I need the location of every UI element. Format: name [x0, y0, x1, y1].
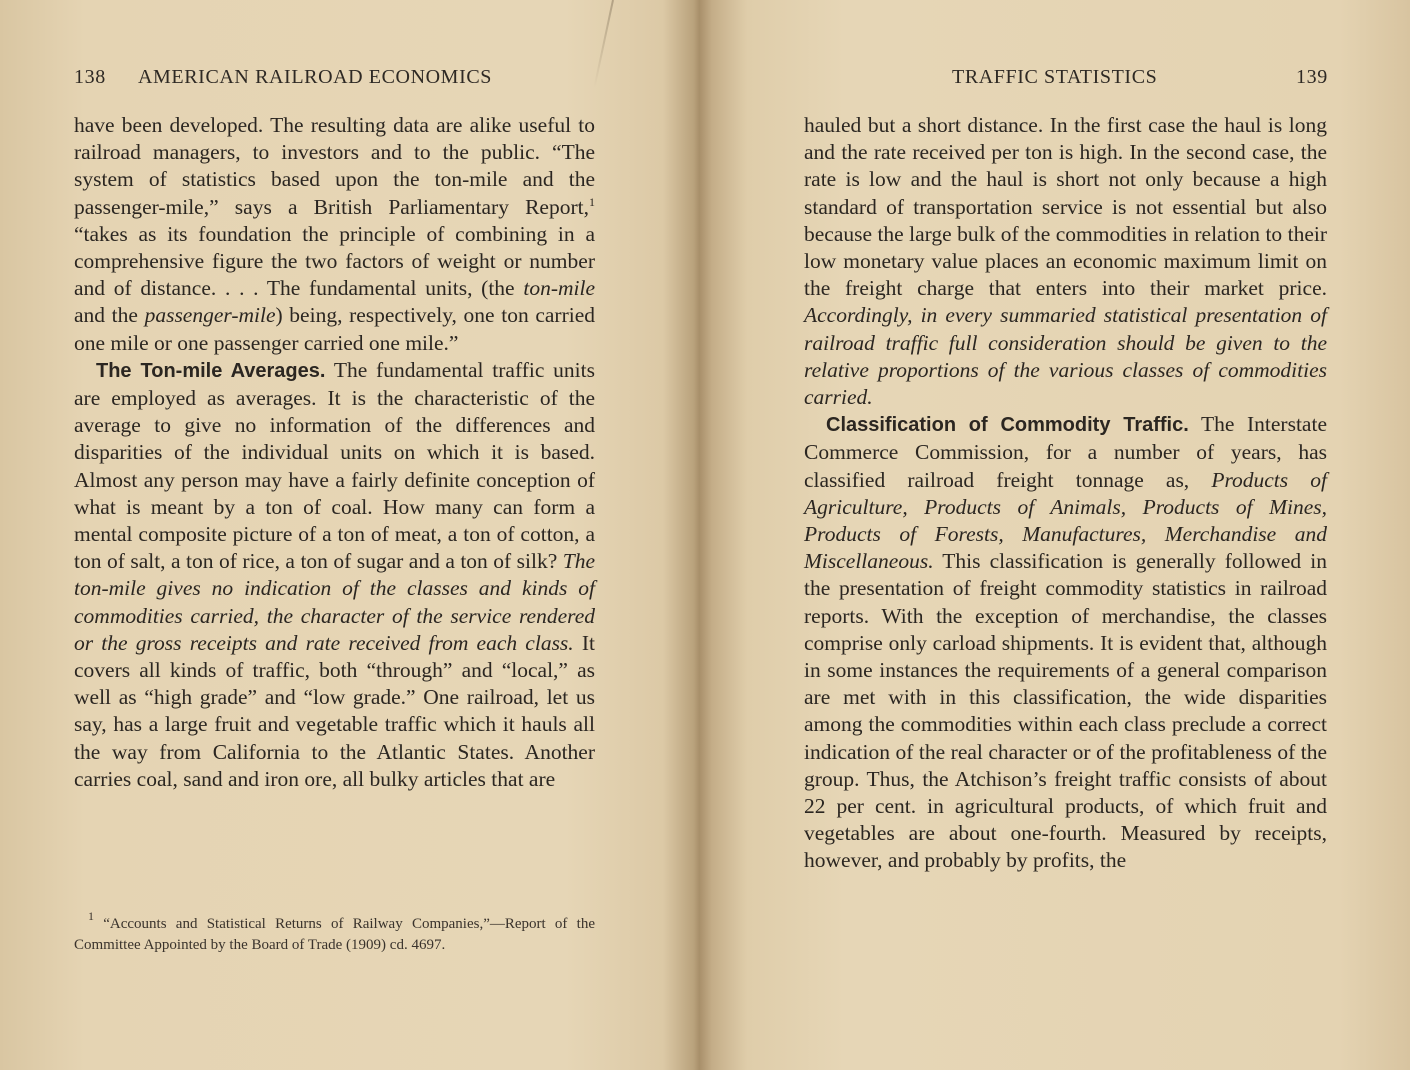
section-heading: The Ton-mile Averages. [96, 359, 326, 382]
footnote [74, 909, 595, 956]
paragraph [74, 357, 595, 793]
text-run: have been developed. The resulting data are alike useful to railroad managers, to investors and to the public. “The system of statistics based upon the ton-mile and the passenger-mile,” says a British Parliamentary Report, [74, 113, 595, 219]
text-run: “takes as its foundation the principle of combining in a comprehensive figure the two factors of weight or number and of distance. . . . The fundamental units, (the [74, 221, 595, 301]
italic-run: Products of Agriculture, Products of Animals, Products of Mines, Products of Forests, Manufactures, Merchandise and Miscellaneous. [804, 467, 1327, 574]
paragraph [74, 112, 595, 357]
text-run: It covers all kinds of traffic, both “through” and “local,” as well as “high grade” and “low grade.” One railroad, let us say, has a large fruit and vegetable traffic which it hauls all the way from California to the Atlantic States. Another carries coal, sand and iron ore, all bulky articles that are [74, 630, 595, 791]
page-number: 138 [74, 66, 106, 88]
footnote-text [74, 909, 595, 956]
text-run: “Accounts and Statistical Returns of Railway Companies,”—Report of the Committee Appointed by the Board of Trade (1909) cd. 4697. [74, 916, 595, 953]
section-heading: Classification of Commodity Traffic. [826, 414, 1189, 437]
italic-run: Accordingly, in every summaried statistical presentation of railroad traffic full consideration should be given to the relative proportions of the various classes of commodities carried. [804, 303, 1327, 410]
italic-run: passenger-mile [144, 303, 276, 328]
paragraph [804, 112, 1327, 411]
text-run: and the [74, 303, 145, 328]
right-page [700, 0, 1410, 1070]
body-text [804, 112, 1327, 875]
italic-run: ton-mile [523, 276, 595, 301]
body-text [74, 112, 595, 793]
italic-run: The ton-mile gives no indication of the classes and kinds of commodities carried, the character of the service rendered or the gross receipts and rate received from each class. [74, 549, 595, 655]
running-head: TRAFFIC STATISTICS [952, 66, 1158, 88]
text-run: ) being, respectively, one ton carried one mile or one passenger carried one mile.” [74, 303, 595, 355]
page-number: 139 [1296, 66, 1328, 88]
left-page [0, 0, 700, 1070]
text-run: The Interstate Commerce Commission, for a number of years, has classified railroad freight tonnage as, [804, 412, 1327, 492]
footnote-marker: 1 [88, 909, 94, 923]
running-head: AMERICAN RAILROAD ECONOMICS [138, 66, 492, 88]
text-run: hauled but a short distance. In the first case the haul is long and the rate received per ton is high. In the second case, the rate is low and the haul is short not only because a high standard of transportation service is not essential but also because the large bulk of the commodities in relation to their low monetary value places an economic maximum limit on the freight charge that enters into their market price. [804, 113, 1327, 301]
text-run: This classification is generally followed in the presentation of freight commodity statistics in railroad reports. With the exception of merchandise, the classes comprise only carload shipments. It is evident that, although in some instances the requirements of a general comparison are met with in this classification, the wide disparities among the commodities within each class preclude a correct indication of the real character or of the profitableness of the group. Thus, the Atchison’s freight traffic consists of about 22 per cent. in agricultural products, of which fruit and vegetables are about one-fourth. Measured by receipts, however, and probably by profits, the [804, 549, 1327, 873]
text-run: The fundamental traffic units are employed as averages. It is the characteristic of the average to give no information of the differences and disparities of the individual units on which it is based. Almost any person may have a fairly definite conception of what is meant by a ton of coal. How many can form a mental composite picture of a ton of meat, a ton of cotton, a ton of salt, a ton of rice, a ton of sugar and a ton of silk? [74, 357, 595, 574]
paragraph [804, 411, 1327, 874]
footnote-ref: 1 [589, 194, 595, 209]
